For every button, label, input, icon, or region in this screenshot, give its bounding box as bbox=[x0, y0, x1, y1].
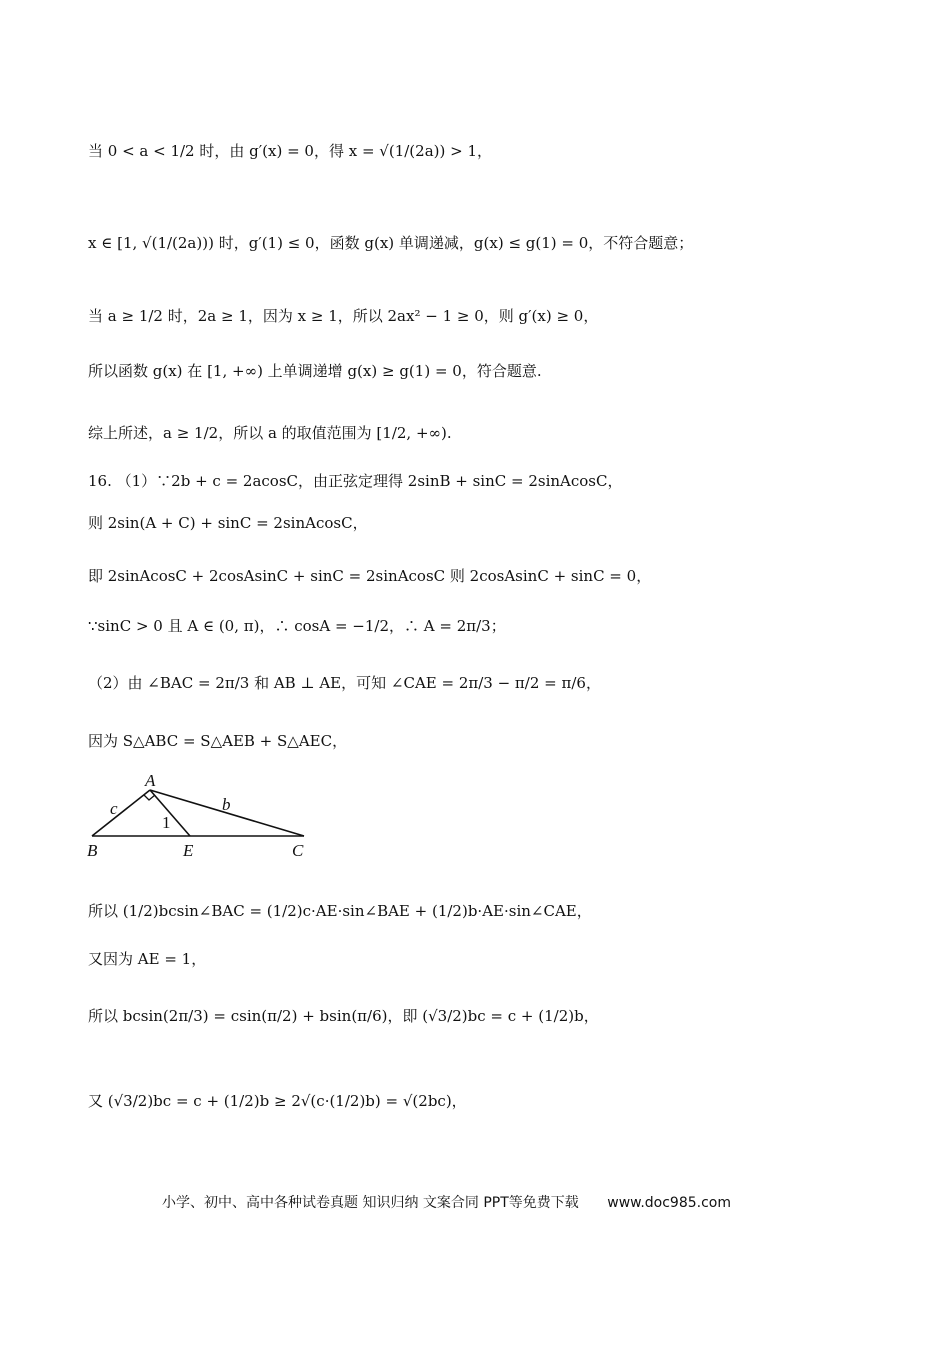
segment-ab bbox=[92, 790, 150, 836]
label-side-c: c bbox=[110, 799, 118, 818]
page-footer bbox=[162, 1192, 731, 1212]
label-c: C bbox=[292, 841, 304, 860]
text-line: ∵sinC > 0 且 A ∈ (0, π)，∴ cosA = −1/2，∴ A = 2π/3； bbox=[88, 617, 506, 635]
label-side-b: b bbox=[222, 795, 231, 814]
footer-text: 小学、初中、高中各种试卷真题 知识归纳 文案合同 PPT等免费下载 bbox=[162, 1195, 579, 1211]
text-line: 所以函数 g(x) 在 [1, +∞) 上单调递增 g(x) ≥ g(1) = 0，符合题意. bbox=[88, 362, 542, 380]
text-line: （2）由 ∠BAC = 2π/3 和 AB ⊥ AE，可知 ∠CAE = 2π/3 − π/2 = π/6， bbox=[88, 674, 601, 692]
text-line: 所以 bcsin(2π/3) = csin(π/2) + bsin(π/6)，即 (√3/2)bc = c + (1/2)b， bbox=[88, 1007, 599, 1025]
text-line: 所以 (1/2)bcsin∠BAC = (1/2)c·AE·sin∠BAE + (1/2)b·AE·sin∠CAE， bbox=[88, 902, 592, 920]
text-line: x ∈ [1, √(1/(2a))) 时，g′(1) ≤ 0，函数 g(x) 单调递减，g(x) ≤ g(1) = 0，不符合题意； bbox=[88, 234, 694, 252]
text-line: 当 0 < a < 1/2 时，由 g′(x) = 0，得 x = √(1/(2a)) > 1， bbox=[88, 142, 492, 160]
right-angle-mark bbox=[144, 795, 155, 800]
text-line: 因为 S△ABC = S△AEB + S△AEC， bbox=[88, 732, 348, 750]
text-line: 即 2sinAcosC + 2cosAsinC + sinC = 2sinAcosC 则 2cosAsinC + sinC = 0， bbox=[88, 567, 652, 585]
text-line: 则 2sin(A + C) + sinC = 2sinAcosC， bbox=[88, 514, 368, 532]
label-a: A bbox=[145, 771, 156, 790]
footer-url[interactable]: www.doc985.com bbox=[607, 1195, 731, 1211]
text-line: 又 (√3/2)bc = c + (1/2)b ≥ 2√(c·(1/2)b) = √(2bc)， bbox=[88, 1092, 467, 1110]
text-line: 当 a ≥ 1/2 时，2a ≥ 1，因为 x ≥ 1，所以 2ax² − 1 ≥ 0，则 g′(x) ≥ 0， bbox=[88, 307, 599, 325]
text-line: 又因为 AE = 1， bbox=[88, 950, 207, 968]
label-ae-length: 1 bbox=[162, 813, 171, 832]
label-e: E bbox=[183, 841, 194, 860]
text-line: 16. （1）∵2b + c = 2acosC，由正弦定理得 2sinB + sinC = 2sinAcosC， bbox=[88, 472, 623, 490]
label-b: B bbox=[87, 841, 98, 860]
triangle-figure bbox=[82, 768, 322, 864]
text-line: 综上所述，a ≥ 1/2，所以 a 的取值范围为 [1/2, +∞). bbox=[88, 424, 452, 442]
